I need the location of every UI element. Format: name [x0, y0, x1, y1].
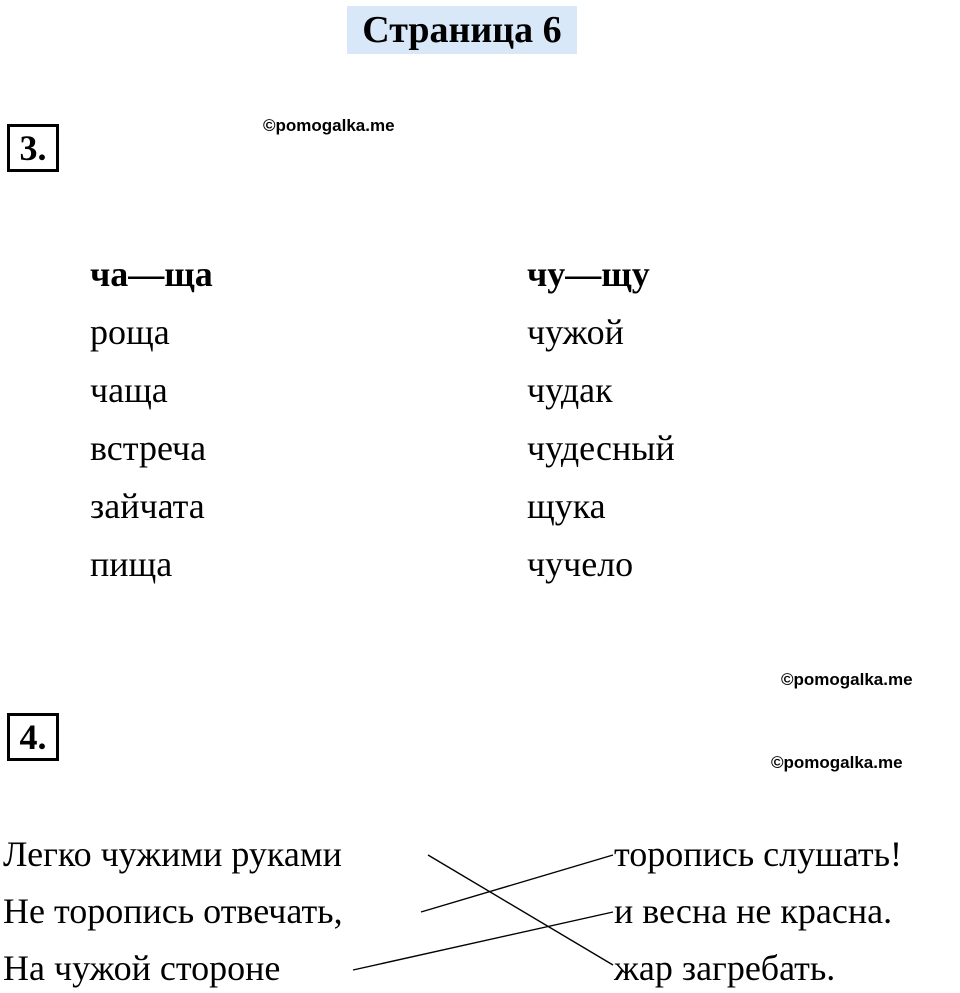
word-item: чудак	[527, 370, 613, 410]
watermark: ©pomogalka.me	[263, 116, 395, 135]
proverb-left-part: Легко чужими руками	[3, 834, 342, 874]
column-header: ча—ща	[90, 254, 213, 294]
proverb-right-part: торопись слушать!	[614, 834, 903, 874]
column-header: чу—щу	[527, 254, 650, 294]
proverb-left-part: Не торопись отвечать,	[3, 891, 343, 931]
word-item: встреча	[90, 428, 207, 468]
word-item: щука	[527, 486, 606, 526]
task-4-number: 4.	[7, 713, 59, 761]
word-item: пища	[90, 544, 173, 584]
word-item: роща	[90, 312, 170, 352]
watermark: ©pomogalka.me	[781, 670, 913, 689]
watermark: ©pomogalka.me	[771, 753, 903, 772]
word-item: зайчата	[90, 486, 205, 526]
word-item: чучело	[527, 544, 634, 584]
match-line	[428, 855, 613, 965]
word-item: чаща	[90, 370, 168, 410]
proverb-right-part: и весна не красна.	[614, 891, 893, 931]
word-item: чужой	[527, 312, 624, 352]
page-title: Страница 6	[347, 6, 577, 54]
match-line	[421, 855, 613, 912]
word-item: чудесный	[527, 428, 675, 468]
proverb-right-part: жар загребать.	[614, 948, 836, 988]
task-3-number: 3.	[7, 124, 59, 172]
proverb-left-part: На чужой стороне	[3, 948, 281, 988]
